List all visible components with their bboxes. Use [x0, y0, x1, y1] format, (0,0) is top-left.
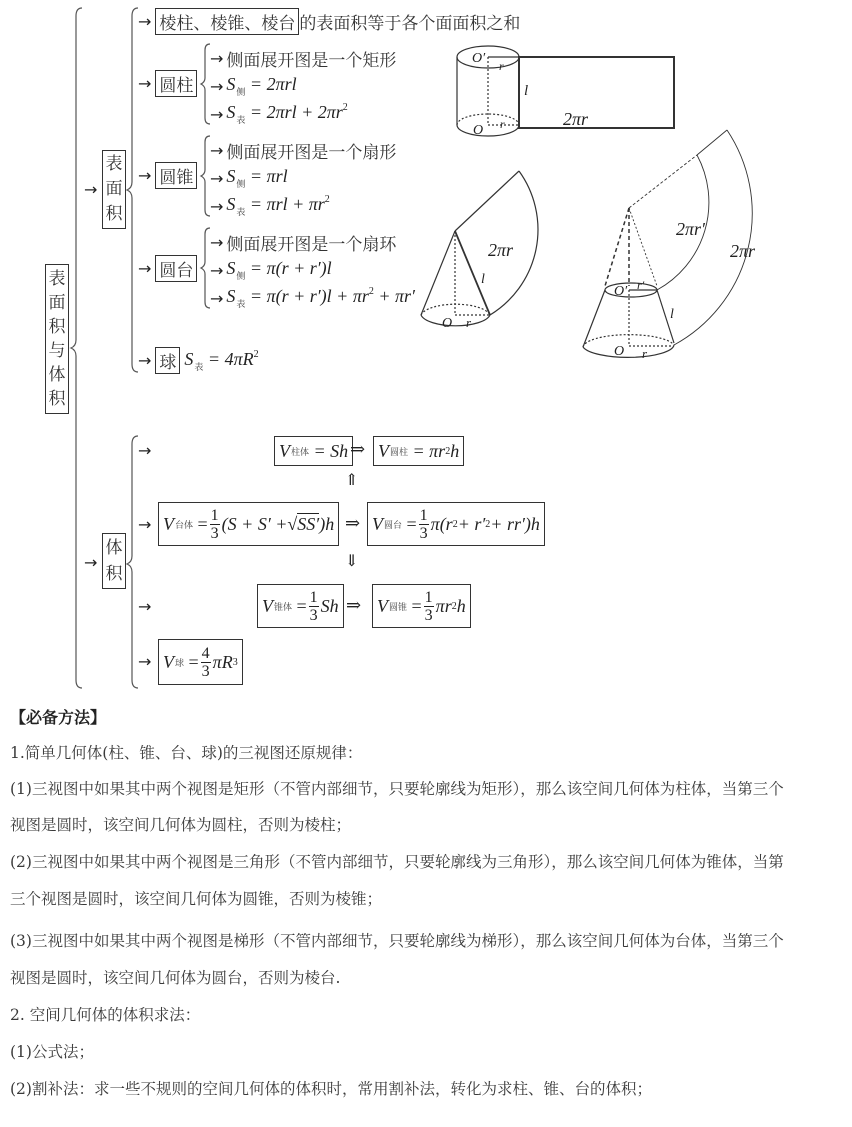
cone-center-label: O	[442, 316, 453, 331]
fraction	[210, 507, 220, 542]
arrow-icon: →	[138, 351, 152, 370]
volume-label-char: 积	[105, 564, 123, 584]
formula-sup: 2	[485, 518, 491, 530]
method-paragraph: 2. 空间几何体的体积求法：	[10, 1006, 201, 1024]
formula-var: S	[226, 102, 236, 122]
volume-label-char: 体	[105, 538, 123, 558]
arrow-icon: →	[210, 232, 224, 252]
formula-sub: 侧	[236, 87, 246, 97]
root-label-char: 与	[48, 341, 66, 361]
frustum-outer-arc-label: 2πr	[730, 241, 756, 261]
root-label-char: 表	[48, 269, 66, 289]
arrow-icon: →	[138, 515, 152, 534]
formula-sup: 2	[253, 348, 259, 360]
formula-tail: h	[456, 595, 466, 616]
fraction	[309, 589, 319, 624]
fraction	[419, 507, 429, 542]
root-label-char: 体	[48, 365, 66, 385]
arrow-icon: →	[138, 597, 152, 616]
surface-label-char: 面	[105, 179, 123, 199]
formula-tail: + rr′)h	[490, 513, 540, 534]
formula-sup: 2	[451, 600, 457, 612]
volume-brace	[127, 436, 138, 688]
formula-rhs-tail: + πr′	[373, 286, 415, 306]
arrow-icon: →	[138, 74, 152, 93]
fraction	[201, 645, 211, 680]
volume-label-box	[102, 533, 126, 589]
cone-figure	[421, 171, 538, 326]
fraction-num: 1	[210, 506, 219, 524]
formula-var: V	[163, 651, 174, 672]
method-paragraph: (1)三视图中如果其中两个视图是矩形（不管内部细节，只要轮廓线为矩形），那么该空间几何体为柱体，当第三个	[10, 780, 784, 798]
formula-sub: 表	[236, 115, 246, 125]
formula-sub: 表	[236, 207, 246, 217]
fraction-num: 4	[201, 644, 210, 662]
formula-eq: =	[197, 513, 208, 534]
arrow-icon: →	[138, 12, 152, 31]
arrow-icon: →	[138, 259, 152, 278]
cyl-height-label: l	[524, 83, 529, 99]
implies-right-icon: ⇒	[345, 513, 361, 533]
formula-var: S	[184, 348, 194, 369]
cyl-unrolled-width-label: 2πr	[563, 109, 589, 129]
method-paragraph: 三个视图是圆时，该空间几何体为圆锥，否则为棱锥；	[10, 890, 383, 908]
formula-eq: =	[411, 595, 422, 616]
fraction-den: 3	[424, 606, 433, 624]
formula-rhs: π(r	[430, 513, 453, 534]
cone-arc-label: 2πr	[488, 240, 514, 260]
method-paragraph: 1.简单几何体(柱、锥、台、球)的三视图还原规律：	[10, 744, 363, 762]
arrow-icon: →	[138, 441, 152, 460]
formula-eq: =	[406, 513, 417, 534]
frustum-figure	[583, 130, 752, 357]
frustum-unroll-text: 侧面展开图是一个扇环	[226, 234, 397, 255]
method-paragraph: (1)公式法；	[10, 1043, 94, 1061]
fraction-num: 1	[424, 588, 433, 606]
implies-up-icon: ⇑	[345, 470, 359, 489]
formula-rhs: = πr	[412, 440, 446, 461]
formula-var: S	[226, 258, 236, 278]
formula-var: S	[226, 194, 236, 214]
formula-sqrt: SS′	[297, 514, 320, 534]
surface-label-char: 表	[105, 154, 123, 174]
cyl-top-center-label: O′	[472, 51, 486, 66]
arrow-icon: →	[210, 288, 224, 308]
formula-rhs: = Sh	[313, 440, 349, 461]
formula-rhs: = π(r + r′)l + πr	[249, 286, 369, 306]
arrow-icon: →	[84, 180, 98, 199]
fraction-den: 3	[201, 662, 210, 680]
prism-rest-text: 的表面积等于各个面面积之和	[299, 14, 521, 34]
cone-label: 圆锥	[155, 162, 197, 189]
formula-tail: h	[450, 440, 460, 461]
cyl-bottom-center-label: O	[473, 123, 484, 138]
formula-sub: 侧	[236, 179, 246, 189]
cylinder-unroll-text: 侧面展开图是一个矩形	[226, 50, 397, 71]
surface-label-char: 积	[105, 204, 123, 224]
arrow-icon: →	[210, 48, 224, 68]
arrow-icon: →	[210, 140, 224, 160]
formula-sup: 2	[342, 102, 348, 113]
root-label-char: 积	[48, 317, 66, 337]
formula-sub: 圆柱	[390, 446, 409, 457]
formula-sub: 表	[194, 361, 204, 372]
formula-sub: 球	[175, 657, 185, 668]
methods-heading: 【必备方法】	[10, 708, 107, 727]
formula-var: S	[226, 166, 236, 186]
frustum-bottom-radius-label: r	[642, 346, 648, 361]
formula-sup: 2	[452, 518, 458, 530]
formula-sub: 柱体	[291, 446, 310, 457]
fraction-den: 3	[419, 524, 428, 542]
cone-slant-label: l	[481, 272, 485, 287]
fraction-num: 1	[309, 588, 318, 606]
v-pyramid-box	[257, 584, 344, 628]
formula-sub: 圆锥	[389, 601, 408, 612]
frustum-label: 圆台	[155, 255, 197, 282]
method-paragraph: (2)三视图中如果其中两个视图是三角形（不管内部细节，只要轮廓线为三角形），那么该空间几何体为锥体，当第	[10, 853, 784, 871]
method-paragraph: 视图是圆时，该空间几何体为圆柱，否则为棱柱；	[10, 816, 352, 834]
implies-right-icon: ⇒	[350, 439, 366, 459]
formula-var: V	[163, 513, 174, 534]
geometry-figures	[0, 0, 852, 420]
arrow-icon: →	[210, 104, 224, 124]
formula-sup: 3	[232, 656, 238, 668]
arrow-icon: →	[210, 260, 224, 280]
formula-rhs: = 2πrl + 2πr	[249, 102, 343, 122]
formula-var: S	[226, 74, 236, 94]
sphere-label: 球	[155, 347, 180, 374]
frustum-inner-arc-label: 2πr′	[676, 219, 705, 239]
formula-sub: 圆台	[384, 519, 403, 530]
formula-rhs: πr	[435, 595, 452, 616]
fraction	[424, 589, 434, 624]
arrow-icon: →	[138, 652, 152, 671]
formula-sup: 2	[324, 194, 330, 205]
formula-rhs: πR	[212, 651, 233, 672]
formula-sub: 锥体	[274, 601, 293, 612]
v-frustum-round-box	[367, 502, 545, 546]
frustum-top-radius-label: r′	[637, 278, 645, 292]
cyl-top-radius-label: r	[499, 59, 504, 73]
formula-mid: + r′	[457, 513, 486, 534]
arrow-icon: →	[138, 166, 152, 185]
arrow-icon: →	[210, 76, 224, 96]
formula-rhs: = 4πR	[207, 348, 254, 369]
arrow-icon: →	[84, 553, 98, 572]
formula-var: V	[378, 440, 389, 461]
formula-var: V	[279, 440, 290, 461]
frustum-slant-label: l	[670, 307, 674, 322]
root-label-char: 面	[48, 293, 66, 313]
formula-var: S	[226, 286, 236, 306]
v-prism-box	[274, 436, 353, 466]
v-frustum-general-box: V 台体 = $\frac{1}{3}$ (S + S′ + √ SS′ )h	[158, 502, 339, 546]
method-paragraph: (2)割补法：求一些不规则的空间几何体的体积时，常用割补法，转化为求柱、锥、台的体积；	[10, 1080, 652, 1098]
cone-radius-label: r	[466, 315, 472, 330]
v-sphere-box	[158, 639, 243, 685]
formula-var: V	[377, 595, 388, 616]
fraction-den: 3	[210, 524, 219, 542]
formula-sup: 2	[368, 286, 374, 297]
cyl-bottom-radius-label: r	[500, 117, 505, 131]
prism-boxed-label: 棱柱、棱锥、棱台	[155, 8, 299, 35]
implies-down-icon: ⇓	[345, 551, 359, 570]
implies-right-icon: ⇒	[346, 595, 362, 615]
formula-sub: 台体	[175, 519, 194, 530]
formula-sub: 侧	[236, 271, 246, 281]
fraction-num: 1	[419, 506, 428, 524]
formula-sub: 表	[236, 299, 246, 309]
formula-rhs: = 2πrl	[249, 74, 297, 94]
cone-unroll-text: 侧面展开图是一个扇形	[226, 142, 397, 163]
method-paragraph: 视图是圆时，该空间几何体为圆台，否则为棱台.	[10, 969, 341, 987]
arrow-icon: →	[210, 168, 224, 188]
formula-rhs: Sh	[320, 595, 339, 616]
formula-eq: =	[296, 595, 307, 616]
formula-rhs: = π(r + r′)l	[249, 258, 332, 278]
frustum-bottom-center-label: O	[614, 344, 625, 359]
formula-rhs: (S + S′ +	[221, 513, 288, 534]
frustum-top-center-label: O′	[614, 284, 628, 299]
formula-var: V	[262, 595, 273, 616]
formula-rhs: = πrl + πr	[249, 194, 325, 214]
root-label-char: 积	[48, 389, 66, 409]
formula-eq: =	[188, 651, 199, 672]
fraction-den: 3	[309, 606, 318, 624]
formula-tail: )h	[319, 513, 335, 534]
formula-sup: 2	[445, 445, 451, 457]
arrow-icon: →	[210, 196, 224, 216]
cylinder-label: 圆柱	[155, 70, 197, 97]
formula-rhs: = πrl	[249, 166, 288, 186]
v-cylinder-box	[373, 436, 464, 466]
v-cone-box	[372, 584, 471, 628]
method-paragraph: (3)三视图中如果其中两个视图是梯形（不管内部细节，只要轮廓线为梯形），那么该空间几何体为台体，当第三个	[10, 932, 784, 950]
formula-var: V	[372, 513, 383, 534]
